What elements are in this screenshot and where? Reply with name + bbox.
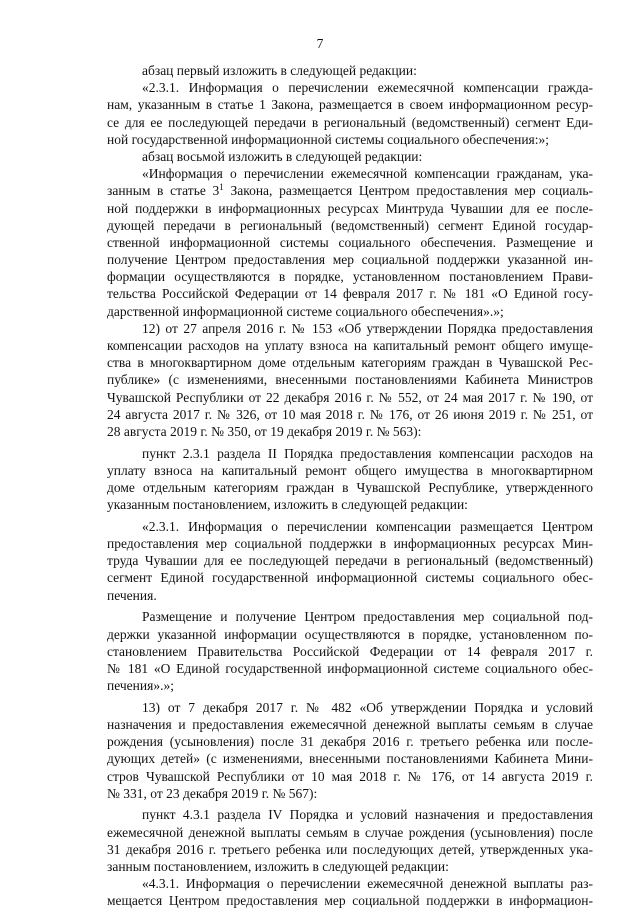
- text-line-content: компенсации расходов на уплату взноса на капитальный ремонт общего имуще-: [107, 338, 593, 353]
- text-line: [107, 114, 593, 131]
- text-line-content: печения».»;: [107, 678, 174, 694]
- text-line-content: нам, указанным в статье 1 Закона, размещается в своем информационном ресур-: [107, 97, 593, 113]
- text-line: [107, 389, 593, 406]
- text-line-content: абзац восьмой изложить в следующей редакции:: [142, 148, 423, 164]
- text-line-tail: Закона, размещается Центром предоставления мер социаль-: [223, 183, 594, 199]
- text-line-content: уплату взноса на капитальный ремонт общего имущества в многоквартирном: [107, 462, 593, 478]
- text-line-content: доме отдельным категориям граждан в Чувашской Республике, утвержденного: [107, 480, 593, 495]
- text-line-content: занным постановлением, изложить в следующей редакции:: [107, 858, 449, 874]
- text-line: [107, 824, 593, 841]
- text-line-content: дарственной информационной системе социального обеспечения».»;: [107, 303, 504, 319]
- text-line: [107, 423, 593, 440]
- text-line: [107, 660, 593, 677]
- superscript: 1: [219, 182, 224, 193]
- text-line-content: занным в статье 3: [107, 183, 220, 199]
- text-line-content: ной поддержки в информационных ресурсах Минтруда Чувашии для ее после-: [107, 200, 593, 216]
- text-line: [107, 785, 593, 802]
- text-line-content: Размещение и получение Центром предоставления мер социальной под-: [142, 609, 593, 625]
- text-line: [107, 320, 593, 337]
- text-line-content: рождения (усыновления) после 31 декабря 2016 г. третьего ребенка или после-: [107, 734, 593, 750]
- text-line: [107, 750, 593, 767]
- text-line: [107, 234, 593, 251]
- text-line-content: дующих детей» (с изменениями, внесенными постановлениями Кабинета Мини-: [107, 751, 593, 767]
- text-line: [107, 285, 593, 302]
- text-line-content: 28 августа 2019 г. № 350, от 19 декабря 2019 г. № 563):: [107, 423, 422, 439]
- text-line-content: 24 августа 2017 г. № 326, от 10 мая 2018 г. № 176, от 26 июня 2019 г. № 251, от: [107, 406, 593, 422]
- text-line: [107, 875, 593, 892]
- text-line: [107, 62, 593, 79]
- text-line-content: держки указанной информации осуществляются в порядке, установленном по-: [107, 626, 593, 642]
- document-body: [107, 62, 593, 910]
- text-line-content: «Информация о перечислении ежемесячной компенсации гражданам, ука-: [142, 166, 593, 182]
- text-line: [107, 552, 593, 569]
- text-line: [107, 626, 593, 643]
- text-line: [107, 354, 593, 371]
- page-number: 7: [316, 36, 324, 51]
- text-line-content: стров Чувашской Республики от 10 мая 2018 г. № 176, от 14 августа 2019 г.: [107, 768, 593, 784]
- text-line-content: ежемесячной денежной выплаты семьям в случае рождения (усыновления) после: [107, 824, 593, 840]
- text-line: [107, 892, 593, 909]
- text-line: [107, 841, 593, 858]
- text-line: [107, 462, 593, 479]
- text-line-content: печения.: [107, 587, 157, 603]
- text-line: [107, 733, 593, 750]
- text-line: [107, 79, 593, 96]
- text-line: [107, 716, 593, 733]
- text-line-content: тельства Российской Федерации от 14 февраля 2017 г. № 181 «О Единой госу-: [107, 286, 593, 302]
- text-line: [107, 251, 593, 268]
- text-line-content: ственной информационной системы социального обеспечения. Размещение и: [107, 234, 593, 250]
- text-line-content: указанным постановлением, изложить в следующей редакции:: [107, 497, 468, 513]
- text-line: [107, 768, 593, 785]
- text-line-content: «2.3.1. Информация о перечислении ежемесячной компенсации гражда-: [142, 80, 593, 96]
- text-line-content: «2.3.1. Информация о перечислении компенсации размещается Центром: [142, 518, 593, 534]
- text-line: [107, 200, 593, 217]
- text-line-content: пункт 4.3.1 раздела IV Порядка и условий назначения и предоставления: [142, 807, 593, 823]
- text-line-content: абзац первый изложить в следующей редакции:: [142, 63, 417, 78]
- text-line: [107, 371, 593, 388]
- text-line: [107, 165, 593, 182]
- text-line: [107, 96, 593, 113]
- text-line-content: «4.3.1. Информация о перечислении ежемесячной денежной выплаты раз-: [142, 876, 593, 892]
- text-line: [107, 268, 593, 285]
- text-line: [107, 699, 593, 716]
- text-line-content: становлением Правительства Российской Федерации от 14 февраля 2017 г.: [107, 643, 593, 659]
- text-line-content: дующей передачи в региональный (ведомственный) сегмент Единой государ-: [107, 217, 593, 233]
- text-line-content: пункт 2.3.1 раздела II Порядка предоставления компенсации расходов на: [142, 445, 593, 461]
- text-line: [107, 806, 593, 823]
- text-line-content: сегмент Единой государственной информационной системы социального обес-: [107, 570, 593, 586]
- text-line-content: публике» (с изменениями, внесенными постановлениями Кабинета Министров: [107, 372, 593, 388]
- text-line-content: получение Центром предоставления мер социальной поддержки указанной ин-: [107, 252, 593, 268]
- text-line-content: назначения и предоставления ежемесячной денежной выплаты семьям в случае: [107, 716, 593, 732]
- text-line: [107, 518, 593, 535]
- text-line-content: 31 декабря 2016 г. третьего ребенка или последующих детей, утвержденных ука-: [107, 841, 593, 857]
- text-line: [107, 406, 593, 423]
- text-line: [107, 445, 593, 462]
- text-line-content: № 331, от 23 декабря 2019 г. № 567):: [107, 785, 318, 801]
- text-line: [107, 569, 593, 586]
- text-line-content: формации осуществляются в порядке, установленном постановлением Прави-: [107, 269, 593, 285]
- text-line-content: № 181 «О Единой государственной информационной системе социального обес-: [107, 660, 593, 676]
- text-line: [107, 587, 593, 604]
- text-line: [107, 535, 593, 552]
- text-line-content: Чувашской Республики от 22 декабря 2016 г. № 552, от 24 мая 2017 г. № 190, от: [107, 389, 593, 405]
- text-line-content: 12) от 27 апреля 2016 г. № 153 «Об утверждении Порядка предоставления: [142, 320, 593, 336]
- text-line-content: мещается Центром предоставления мер социальной поддержки в информацион-: [107, 893, 593, 909]
- text-line-content: предоставления мер социальной поддержки в информационных ресурсах Мин-: [107, 536, 593, 552]
- text-line: [107, 182, 593, 199]
- text-line: [107, 677, 593, 694]
- text-line-content: 13) от 7 декабря 2017 г. № 482 «Об утверждении Порядка и условий: [142, 699, 593, 715]
- text-line: [107, 148, 593, 165]
- text-line: [107, 479, 593, 496]
- text-line-content: труда Чувашии для ее последующей передачи в региональный (ведомственный): [107, 553, 593, 569]
- text-line: [107, 337, 593, 354]
- text-line: [107, 217, 593, 234]
- text-line-content: ства в многоквартирном доме отдельным категориям граждан в Чувашской Рес-: [107, 355, 593, 371]
- text-line: [107, 496, 593, 513]
- text-line-content: ной государственной информационной системы социального обеспечения:»;: [107, 131, 550, 147]
- text-line-content: се для ее последующей передачи в региональный (ведомственный) сегмент Еди-: [107, 114, 593, 130]
- text-line: [107, 131, 593, 148]
- text-line: [107, 608, 593, 625]
- text-line: [107, 643, 593, 660]
- text-line: [107, 858, 593, 875]
- text-line: [107, 303, 593, 320]
